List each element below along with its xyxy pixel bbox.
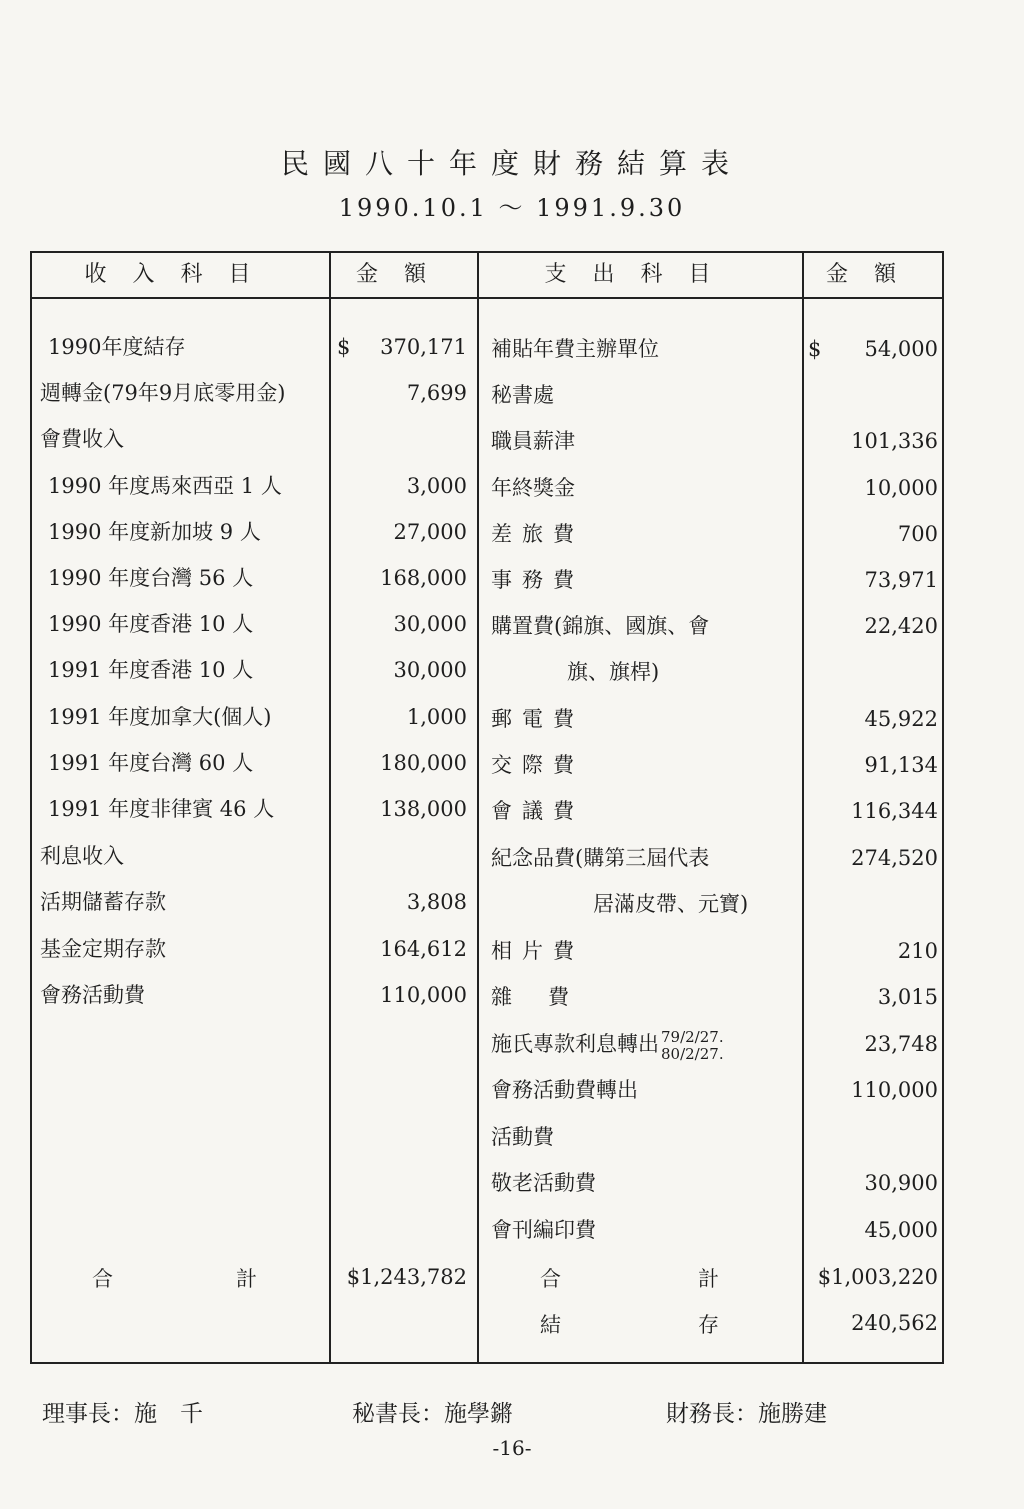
header-divider (32, 297, 942, 299)
balance-label-a: 結 (540, 1313, 561, 1337)
expense-amount: 22,420 (864, 614, 938, 638)
income-amount: 30,000 (393, 658, 467, 682)
income-item: 1991 年度台灣 60 人 (48, 751, 254, 775)
income-amount: $ 370,171 (337, 327, 467, 367)
balance-amount: 240,562 (851, 1311, 938, 1335)
income-total-label-b: 計 (236, 1267, 257, 1291)
expense-category: 秘書處 (491, 383, 554, 407)
income-item: 1990 年度台灣 56 人 (48, 566, 254, 590)
income-item: 1990 年度香港 10 人 (48, 612, 254, 636)
expense-item: 職員薪津 (491, 429, 575, 453)
divider (802, 253, 804, 1362)
expense-amount: 45,000 (864, 1218, 938, 1242)
expense-item: 年終獎金 (491, 476, 575, 500)
expense-amount: 101,336 (851, 429, 938, 453)
expense-total-label-a: 合 (540, 1267, 561, 1291)
expense-item-continued: 旗、旗桿) (567, 660, 660, 684)
income-amount: 1,000 (406, 705, 467, 729)
expense-item: 施氏專款利息轉出 79/2/27. 80/2/27. (491, 1027, 724, 1063)
expense-item: 郵電費 (491, 707, 584, 731)
income-amount: 138,000 (380, 797, 467, 821)
expense-item: 會刊編印費 (491, 1218, 596, 1242)
income-amount: 3,808 (406, 890, 467, 914)
signature-president: 理事長：施 千 (42, 1401, 203, 1427)
income-item: 1990年度結存 (48, 335, 186, 359)
income-category: 會費收入 (40, 427, 124, 451)
header-expense-item: 支出科目 (544, 262, 737, 287)
expense-item: 補貼年費主辦單位 (491, 337, 659, 361)
income-amount: 30,000 (393, 612, 467, 636)
dollar-sign: $ (337, 335, 351, 359)
income-item: 1990 年度馬來西亞 1 人 (48, 474, 282, 498)
income-item: 週轉金(79年9月底零用金) (40, 381, 286, 405)
report-period: 1990.10.1 ～ 1991.9.30 (338, 194, 686, 222)
expense-item: 雜費 (491, 985, 605, 1009)
income-item: 1991 年度加拿大(個人) (48, 705, 272, 729)
income-item: 會務活動費 (40, 983, 145, 1007)
expense-amount: 45,922 (864, 707, 938, 731)
divider (329, 253, 331, 1362)
expense-item: 會議費 (491, 799, 584, 823)
expense-item: 會務活動費轉出 (491, 1078, 638, 1102)
page-number: -16- (492, 1436, 532, 1460)
income-amount: 168,000 (380, 566, 467, 590)
income-item: 基金定期存款 (40, 937, 166, 961)
signature-secretary: 秘書長：施學鏘 (352, 1401, 513, 1427)
expense-item: 差旅費 (491, 522, 584, 546)
ledger-table (30, 251, 944, 1364)
income-amount: 110,000 (380, 983, 467, 1007)
divider (477, 253, 479, 1362)
income-amount: 3,000 (406, 474, 467, 498)
expense-item: 購置費(錦旗、國旗、會 (491, 614, 710, 638)
expense-total-amount: $1,003,220 (817, 1265, 938, 1289)
income-total-label-a: 合 (92, 1267, 113, 1291)
income-item: 活期儲蓄存款 (40, 890, 166, 914)
expense-amount: 30,900 (864, 1171, 938, 1195)
income-amount: 27,000 (393, 520, 467, 544)
expense-amount: 116,344 (851, 799, 938, 823)
date-note: 79/2/27. 80/2/27. (661, 1027, 724, 1063)
income-item: 1990 年度新加坡 9 人 (48, 520, 261, 544)
signature-treasurer: 財務長：施勝建 (666, 1401, 827, 1427)
expense-category: 活動費 (491, 1125, 554, 1149)
expense-item: 敬老活動費 (491, 1171, 596, 1195)
header-income-amount: 金額 (355, 262, 452, 287)
expense-item: 紀念品費(購第三屆代表 (491, 846, 710, 870)
expense-item: 交際費 (491, 753, 584, 777)
expense-amount: 10,000 (864, 476, 938, 500)
expense-amount: $ 54,000 (808, 329, 938, 369)
expense-amount: 3,015 (877, 985, 938, 1009)
income-amount: 180,000 (380, 751, 467, 775)
expense-amount: 23,748 (864, 1032, 938, 1056)
expense-amount: 210 (897, 939, 938, 963)
expense-amount: 91,134 (864, 753, 938, 777)
expense-total-label-b: 計 (698, 1267, 719, 1291)
balance-label-b: 存 (698, 1313, 719, 1337)
income-amount: 164,612 (380, 937, 467, 961)
income-category: 利息收入 (40, 844, 124, 868)
income-amount: 7,699 (406, 381, 467, 405)
income-item: 1991 年度非律賓 46 人 (48, 797, 275, 821)
expense-item: 事務費 (491, 568, 584, 592)
dollar-sign: $ (808, 337, 822, 361)
expense-amount: 73,971 (864, 568, 938, 592)
expense-amount: 274,520 (851, 846, 938, 870)
expense-amount: 700 (897, 522, 938, 546)
expense-item-continued: 居滿皮帶、元寶) (593, 892, 749, 916)
header-expense-amount: 金額 (825, 262, 922, 287)
income-item: 1991 年度香港 10 人 (48, 658, 254, 682)
income-total-amount: $1,243,782 (346, 1265, 467, 1289)
header-income-item: 收入科目 (84, 262, 277, 287)
report-title: 民國八十年度財務結算表 (280, 147, 743, 180)
expense-amount: 110,000 (851, 1078, 938, 1102)
expense-item: 相片費 (491, 939, 584, 963)
